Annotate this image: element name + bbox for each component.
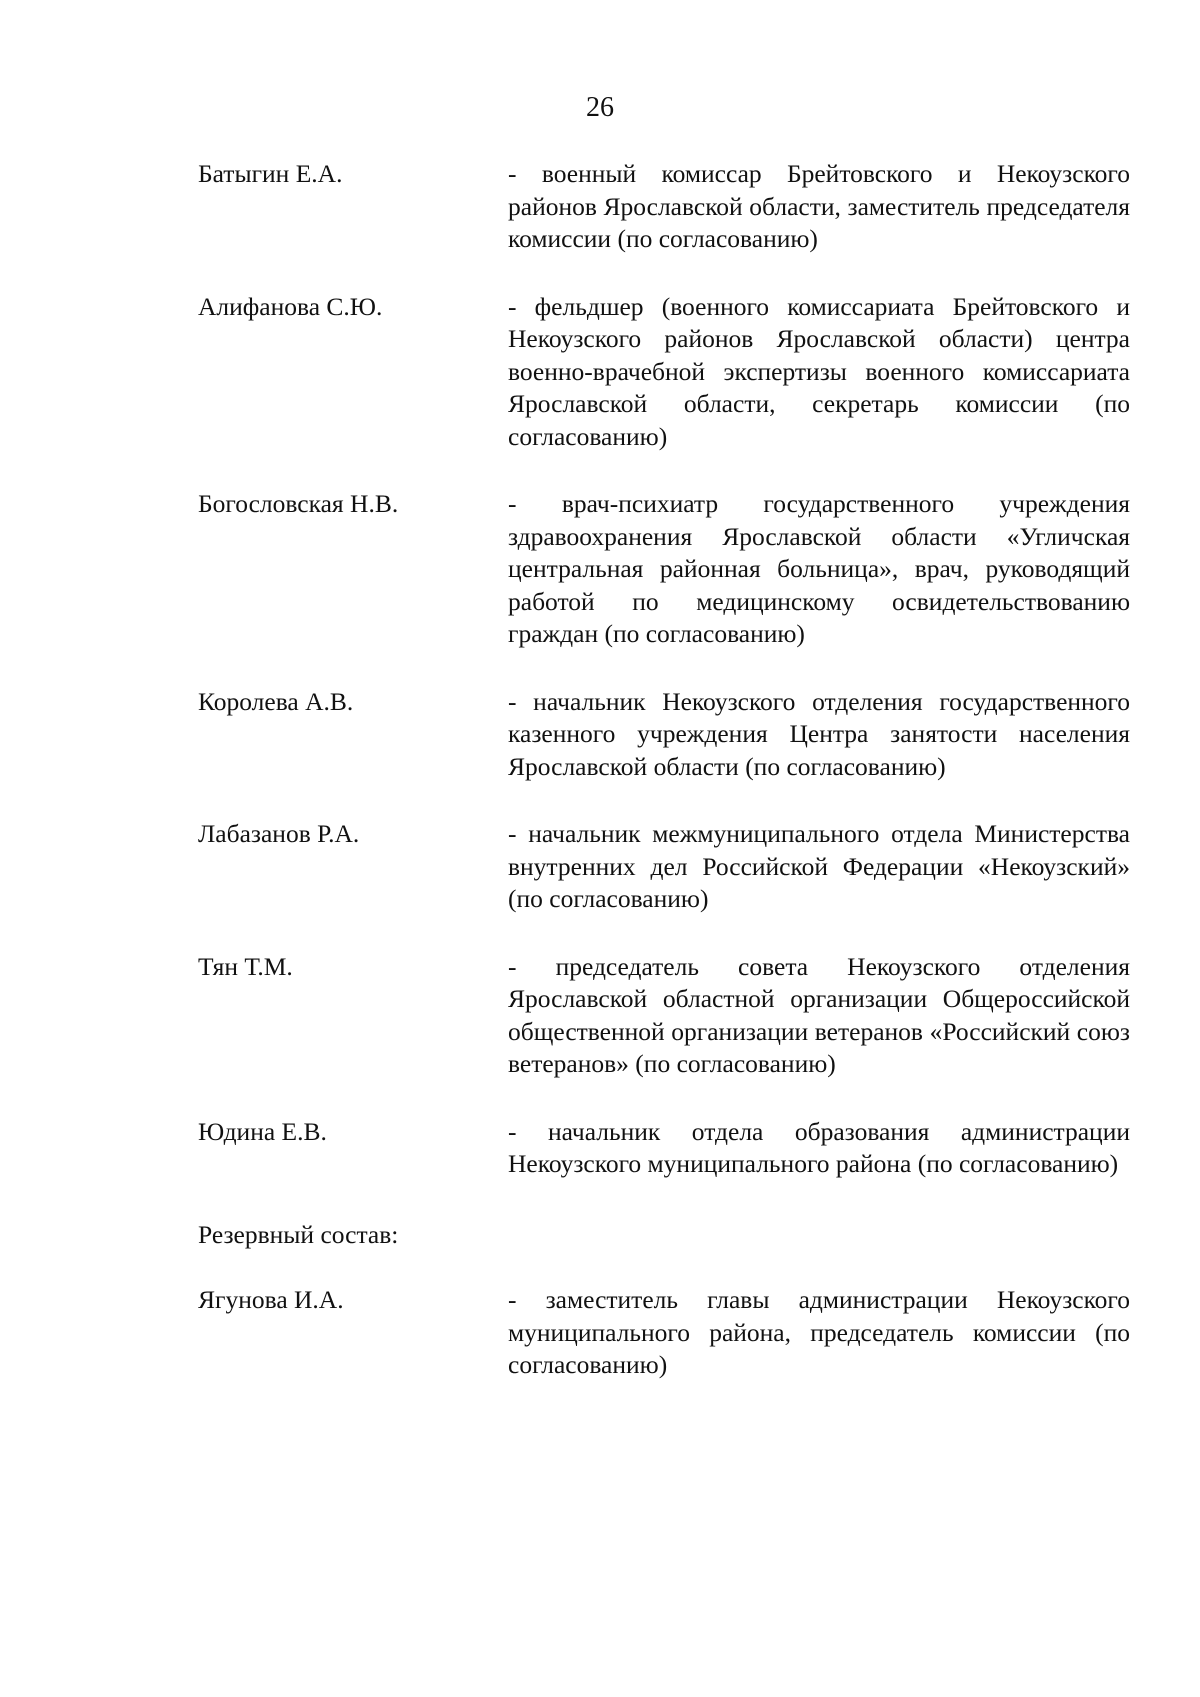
member-entry [198, 488, 1130, 651]
member-name: Ягунова И.А. [198, 1285, 344, 1314]
member-entry [198, 951, 1130, 1081]
member-name: Юдина Е.В. [198, 1116, 327, 1146]
reserve-heading: Резервный состав: [198, 1219, 399, 1249]
member-entry [198, 158, 1130, 256]
member-position: - врач-психиатр государственного учреждения здравоохранения Ярославской области «Угличская центральная районная больница», врач, руководящий работой по медицинскому освидетельствованию граждан (по согласованию) [508, 489, 1130, 648]
member-name: Богословская Н.В. [198, 489, 399, 518]
member-entry [198, 686, 1130, 784]
member-position: - начальник Некоузского отделения государственного казенного учреждения Центра занятости населения Ярославской области (по согласованию) [508, 686, 1130, 781]
page-number: 26 [586, 92, 614, 123]
member-name: Лабазанов Р.А. [198, 819, 360, 848]
member-position: - председатель совета Некоузского отделения Ярославской областной организации Общероссийской общественной организации ветеранов «Российский союз ветеранов» (по согласованию) [508, 951, 1130, 1078]
member-name: Тян Т.М. [198, 951, 293, 981]
member-position: - заместитель главы администрации Некоузского муниципального района, председатель комиссии (по согласованию) [508, 1285, 1130, 1379]
reserve-member-entry [198, 1284, 1130, 1382]
member-position: - фельдшер (военного комиссариата Брейтовского и Некоузского районов Ярославской области) центра военно-врачебной экспертизы военного комиссариата Ярославской области, секретарь комиссии (по согласованию) [508, 291, 1130, 451]
member-position: - начальник межмуниципального отдела Министерства внутренних дел Российской Федерации «Некоузский» (по согласованию) [508, 819, 1130, 913]
member-name: Алифанова С.Ю. [198, 291, 383, 321]
member-name: Батыгин Е.А. [198, 159, 343, 188]
member-position: - начальник отдела образования администрации Некоузского муниципального района (по согласованию) [508, 1116, 1130, 1178]
member-name: Королева А.В. [198, 686, 354, 716]
member-position: - военный комиссар Брейтовского и Некоузского районов Ярославской области, заместитель председателя комиссии (по согласованию) [508, 159, 1130, 253]
commission-member-list [198, 158, 1130, 1417]
member-entry [198, 818, 1130, 916]
member-entry [198, 1116, 1130, 1181]
member-entry [198, 291, 1130, 454]
